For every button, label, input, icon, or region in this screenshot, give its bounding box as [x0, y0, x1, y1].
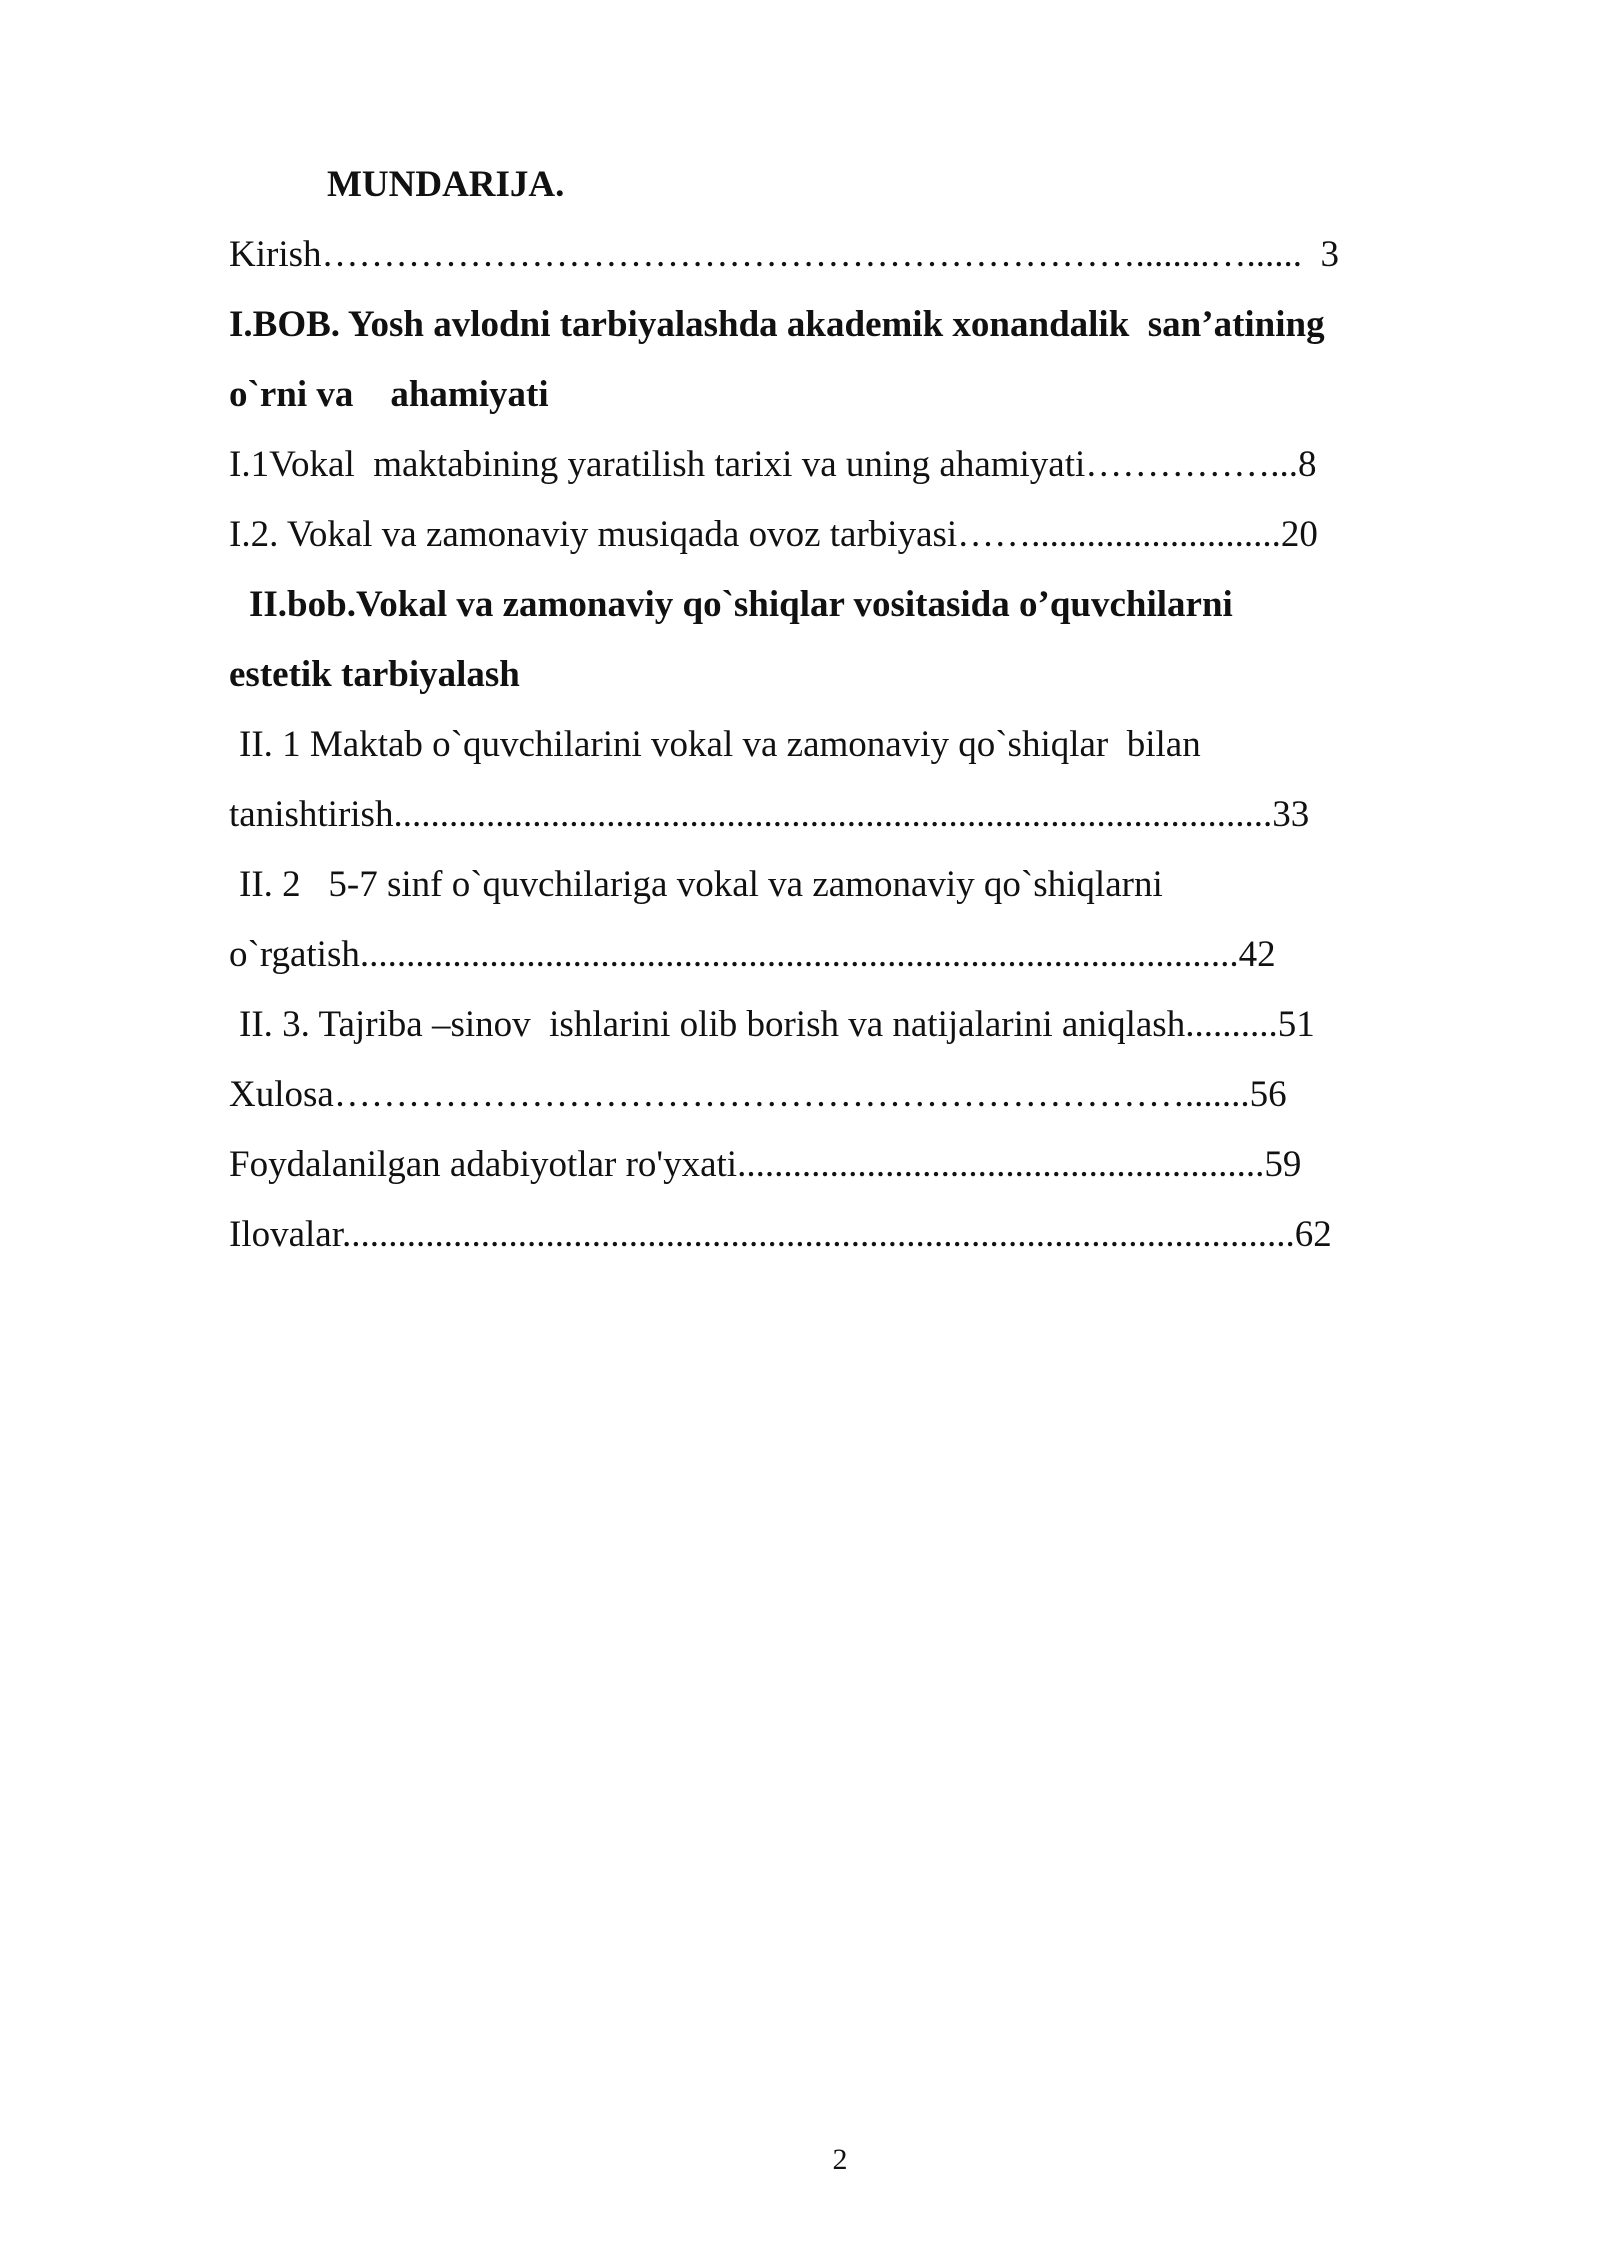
toc-chapter-2-title: II.bob.Vokal va zamonaviy qo`shiqlar vositasida o’quvchilarni	[249, 584, 1233, 625]
toc-entry-ilovalar: Ilovalar.......................................................................................................62	[229, 1214, 1332, 1255]
toc-chapter-2-title-cont: estetik tarbiyalash	[229, 654, 520, 695]
toc-entry-1-2: I.2. Vokal va zamonaviy musiqada ovoz tarbiyasi……...........................20	[229, 514, 1318, 555]
toc-entry-kirish: Kirish…………………………………………………………........…...... 3	[229, 234, 1339, 275]
toc-entry-2-1-cont: tanishtirish...............................................................................................33	[229, 794, 1310, 835]
toc-entry-xulosa: Xulosa…………………………………………………………….......56	[229, 1074, 1287, 1115]
toc-entry-adabiyotlar: Foydalanilgan adabiyotlar ro'yxati.........................................................59	[229, 1144, 1302, 1185]
toc-heading: MUNDARIJA.	[327, 164, 565, 205]
toc-chapter-1-title: I.BOB. Yosh avlodni tarbiyalashda akademik xonandalik san’atining	[229, 304, 1325, 345]
toc-entry-2-2: II. 2 5-7 sinf o`quvchilariga vokal va zamonaviy qo`shiqlarni	[239, 864, 1163, 905]
toc-entry-2-2-cont: o`rgatish...............................................................................................42	[229, 934, 1276, 975]
toc-entry-2-1: II. 1 Maktab o`quvchilarini vokal va zamonaviy qo`shiqlar bilan	[239, 724, 1201, 765]
toc-entry-2-3: II. 3. Tajriba –sinov ishlarini olib borish va natijalarini aniqlash..........51	[239, 1004, 1315, 1045]
page-number: 2	[832, 2143, 848, 2176]
toc-chapter-1-title-cont: o`rni va ahamiyati	[229, 374, 549, 415]
toc-entry-1-1: I.1Vokal maktabining yaratilish tarixi va uning ahamiyati……………...8	[229, 444, 1317, 485]
table-of-contents	[229, 150, 1459, 1270]
